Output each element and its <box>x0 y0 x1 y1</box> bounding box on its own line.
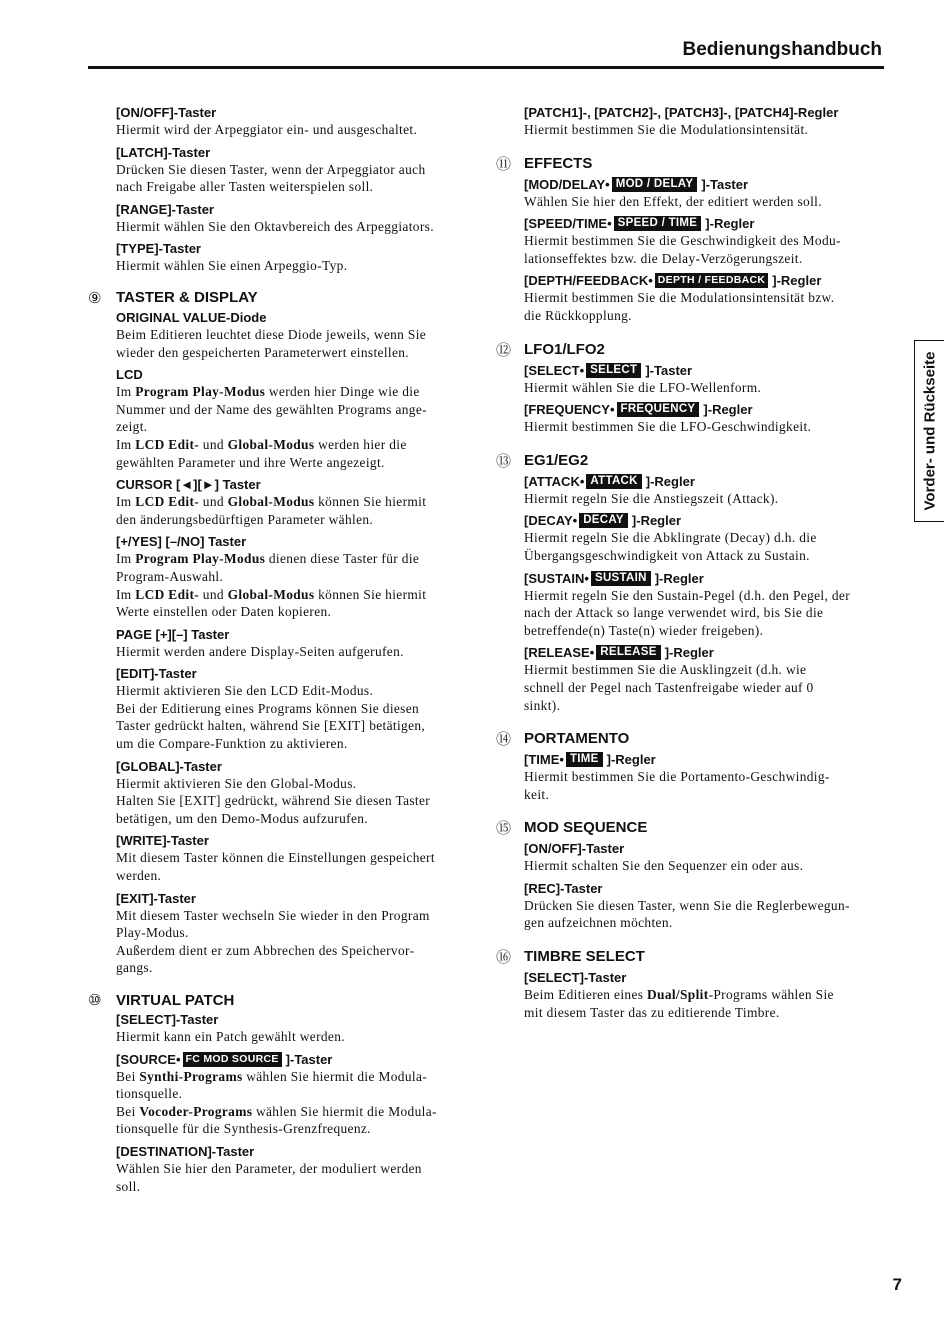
control-description: Hiermit kann ein Patch gewählt werden. <box>116 1029 345 1044</box>
section <box>496 728 886 803</box>
control-item <box>524 570 886 640</box>
control-name <box>116 1143 478 1160</box>
control-name <box>524 751 886 768</box>
control-name-text: [EDIT]-Taster <box>116 666 197 682</box>
shift-function-badge: DECAY <box>579 513 628 528</box>
side-tab-label: Vorder- und Rückseite <box>921 351 938 511</box>
side-tab <box>914 340 944 522</box>
section <box>88 289 478 977</box>
control-description: Hiermit aktivieren Sie den LCD Edit-Modus. Bei der Editierung eines Programs können Sie diesen Taster gedrückt halten, während Sie [EXIT] betätigen, um die Compare-Funktion zu aktivieren. <box>116 683 426 752</box>
control-name-text: [PATCH1]-, [PATCH2]-, [PATCH3]-, [PATCH4]-Regler <box>524 105 839 120</box>
control-name <box>116 533 478 550</box>
section <box>496 946 886 1021</box>
control-name-suffix: ]-Taster <box>285 1051 333 1067</box>
control-item <box>524 512 886 564</box>
control-description: Mit diesem Taster können die Einstellungen gespeichert werden. <box>116 850 435 884</box>
shift-function-badge: SELECT <box>586 363 641 378</box>
left-column <box>88 104 478 1209</box>
control-name <box>524 880 886 897</box>
control-name-suffix: ]-Taster <box>645 362 693 378</box>
control-name <box>116 201 478 218</box>
control-item <box>116 1143 478 1195</box>
control-name <box>524 644 886 661</box>
control-item <box>116 758 478 828</box>
section-number: ⑪ <box>496 154 512 173</box>
section-title: MOD SEQUENCE <box>524 819 648 837</box>
control-description: Beim Editieren leuchtet diese Diode jeweils, wenn Sie wieder den gespeicherten Parameterwert einstellen. <box>116 326 427 360</box>
control-item <box>524 104 886 139</box>
control-name-text: [ATTACK• <box>524 473 585 489</box>
control-item <box>524 969 886 1021</box>
control-description: Hiermit bestimmen Sie die Portamento-Geschwindig- keit. <box>524 769 830 802</box>
control-description: Im Program Play-Modus dienen diese Taster für die Program-Auswahl. Im LCD Edit- und Global-Modus können Sie hiermit Werte einstellen oder Daten kopieren. <box>116 551 427 620</box>
shift-function-badge: SPEED / TIME <box>614 216 702 231</box>
control-description: Bei Synthi-Programs wählen Sie hiermit die Modula- tionsquelle. Bei Vocoder-Programs wählen Sie hiermit die Modula- tionsquelle für die Synthesis-Grenzfrequenz. <box>116 1068 437 1137</box>
section-title: PORTAMENTO <box>524 730 630 748</box>
shift-function-badge: ATTACK <box>586 474 641 489</box>
shift-function-badge: SUSTAIN <box>591 571 651 586</box>
section <box>496 339 886 436</box>
control-name <box>116 1011 478 1028</box>
control-item <box>524 362 886 397</box>
control-description: Wählen Sie hier den Effekt, der editiert werden soll. <box>524 193 822 209</box>
control-name-text: [+/YES] [–/NO] Taster <box>116 534 247 550</box>
control-name-text: [SPEED/TIME• <box>524 216 612 232</box>
control-description: Hiermit bestimmen Sie die Modulationsintensität. <box>524 122 809 137</box>
section-number: ⑮ <box>496 819 512 838</box>
section-title: LFO1/LFO2 <box>524 340 605 358</box>
control-description: Hiermit wird der Arpeggiator ein- und ausgeschaltet. <box>116 122 418 137</box>
control-name-text: [DEPTH/FEEDBACK• <box>524 273 653 289</box>
control-item <box>524 644 886 714</box>
control-name <box>524 570 886 587</box>
section <box>88 991 478 1195</box>
section <box>496 104 886 139</box>
control-description: Hiermit wählen Sie den Oktavbereich des Arpeggiators. <box>116 218 434 234</box>
control-name-suffix: ]-Regler <box>772 273 822 289</box>
section-title: VIRTUAL PATCH <box>116 991 235 1009</box>
section-title: EG1/EG2 <box>524 451 589 469</box>
control-description: Beim Editieren eines Dual/Split-Programs wählen Sie mit diesem Taster das zu editierende Timbre. <box>524 987 834 1020</box>
control-description: Wählen Sie hier den Parameter, der moduliert werden soll. <box>116 1160 422 1194</box>
control-name <box>524 215 886 232</box>
control-item <box>116 240 478 275</box>
control-name <box>524 362 886 379</box>
control-description: Hiermit wählen Sie einen Arpeggio-Typ. <box>116 258 348 274</box>
control-name-suffix: ]-Regler <box>703 402 753 418</box>
shift-function-badge: FREQUENCY <box>617 402 700 417</box>
control-description: Hiermit aktivieren Sie den Global-Modus. Halten Sie [EXIT] gedrückt, während Sie diesen Taster betätigen, um den Demo-Modus aufzurufen. <box>116 775 431 826</box>
page-number: 7 <box>892 1275 902 1294</box>
control-item <box>116 309 478 361</box>
control-name-text: [DESTINATION]-Taster <box>116 1143 255 1159</box>
control-name <box>116 626 478 643</box>
control-name-text: [DECAY• <box>524 513 578 529</box>
control-name <box>116 665 478 682</box>
control-description: Im LCD Edit- und Global-Modus können Sie hiermit den änderungsbedürftigen Parameter wählen. <box>116 494 427 527</box>
control-description: Mit diesem Taster wechseln Sie wieder in den Program Play-Modus. Außerdem dient er zum Abbrechen des Speichervor- gangs. <box>116 907 430 976</box>
control-item <box>524 473 886 508</box>
control-name <box>116 240 478 257</box>
control-item <box>524 215 886 267</box>
control-name-text: ORIGINAL VALUE-Diode <box>116 309 267 325</box>
control-item <box>524 840 886 875</box>
control-name-text: [ON/OFF]-Taster <box>116 105 217 120</box>
control-name <box>116 104 478 121</box>
control-name <box>524 104 886 121</box>
control-item <box>116 665 478 752</box>
section-heading <box>496 153 886 174</box>
control-name-text: [RELEASE• <box>524 645 595 661</box>
control-item <box>116 890 478 977</box>
shift-function-badge: TIME <box>566 752 603 767</box>
control-name <box>524 969 886 986</box>
control-name-text: LCD <box>116 367 143 383</box>
control-name <box>524 401 886 418</box>
control-name-text: [SUSTAIN• <box>524 570 589 586</box>
section-heading <box>88 289 478 307</box>
control-name-text: [REC]-Taster <box>524 880 603 896</box>
control-name-text: [EXIT]-Taster <box>116 890 196 906</box>
control-description: Hiermit regeln Sie die Anstiegszeit (Attack). <box>524 490 779 506</box>
section-title: TIMBRE SELECT <box>524 948 645 966</box>
right-column <box>496 104 886 1035</box>
control-item <box>116 104 478 139</box>
section-title: EFFECTS <box>524 154 593 172</box>
control-item <box>116 366 478 471</box>
control-name <box>116 476 478 493</box>
control-name-text: [WRITE]-Taster <box>116 833 209 849</box>
control-name <box>116 144 478 161</box>
control-name-suffix: ]-Regler <box>645 473 695 489</box>
control-item <box>116 626 478 661</box>
control-description: Hiermit bestimmen Sie die LFO-Geschwindigkeit. <box>524 419 812 435</box>
control-item <box>524 176 886 211</box>
shift-function-badge: MOD / DELAY <box>612 177 698 192</box>
section <box>496 817 886 932</box>
header-rule <box>88 66 884 69</box>
control-name-text: PAGE [+][–] Taster <box>116 626 230 642</box>
control-name-text: [SELECT]-Taster <box>524 970 627 986</box>
control-item <box>116 476 478 528</box>
header-title: Bedienungshandbuch <box>682 39 882 60</box>
section-number: ⑨ <box>88 288 102 307</box>
control-name-suffix: ]-Regler <box>705 216 755 232</box>
section-heading <box>496 728 886 749</box>
section-heading <box>496 946 886 967</box>
control-description: Hiermit schalten Sie den Sequenzer ein oder aus. <box>524 858 804 874</box>
control-description: Hiermit werden andere Display-Seiten aufgerufen. <box>116 643 404 659</box>
section-title: TASTER & DISPLAY <box>116 289 258 307</box>
control-item <box>116 201 478 236</box>
control-item <box>524 880 886 932</box>
control-name-text: [FREQUENCY• <box>524 402 615 418</box>
section-number: ⑩ <box>88 991 102 1009</box>
control-name <box>116 832 478 849</box>
section-number: ⑭ <box>496 730 512 749</box>
control-name-suffix: ]-Regler <box>664 645 714 661</box>
control-name <box>116 309 478 326</box>
control-item <box>116 832 478 884</box>
control-name-suffix: ]-Regler <box>654 570 704 586</box>
section-heading <box>88 991 478 1009</box>
shift-function-badge: FC MOD SOURCE <box>183 1052 282 1067</box>
control-name <box>524 512 886 529</box>
section-number: ⑫ <box>496 340 512 359</box>
control-name <box>116 366 478 383</box>
control-name-text: [SELECT• <box>524 362 585 378</box>
control-item <box>524 401 886 436</box>
control-name-suffix: ]-Regler <box>631 513 682 529</box>
control-name-text: [TYPE]-Taster <box>116 241 201 257</box>
control-name-text: [SELECT]-Taster <box>116 1012 219 1027</box>
control-name-text: CURSOR [◄][►] Taster <box>116 477 261 493</box>
control-description: Hiermit wählen Sie die LFO-Wellenform. <box>524 379 762 395</box>
section <box>496 450 886 714</box>
control-item <box>116 533 478 620</box>
control-item <box>524 272 886 324</box>
control-description: Drücken Sie diesen Taster, wenn der Arpeggiator auch nach Freigabe aller Tasten weiterspielen soll. <box>116 161 426 195</box>
control-name-text: [LATCH]-Taster <box>116 144 211 160</box>
control-name <box>116 890 478 907</box>
section <box>496 153 886 325</box>
control-name-text: [TIME• <box>524 752 564 768</box>
section-heading <box>496 450 886 471</box>
control-name <box>524 840 886 857</box>
control-name <box>116 1051 478 1068</box>
shift-function-badge: RELEASE <box>596 645 660 660</box>
control-name-text: [RANGE]-Taster <box>116 201 214 217</box>
control-item <box>116 1011 478 1046</box>
control-name-suffix: ]-Regler <box>606 752 656 768</box>
control-name-suffix: ]-Taster <box>701 176 749 192</box>
control-description: Hiermit bestimmen Sie die Ausklingzeit (d.h. wie schnell der Pegel nach Tastenfreigabe wieder auf 0 sinkt). <box>524 662 814 713</box>
control-description: Drücken Sie diesen Taster, wenn Sie die Reglerbewegun- gen aufzeichnen möchten. <box>524 897 850 931</box>
control-name-text: [MOD/DELAY• <box>524 176 610 192</box>
shift-function-badge: DEPTH / FEEDBACK <box>655 273 768 288</box>
section <box>88 104 478 275</box>
control-item <box>116 1051 478 1138</box>
section-number: ⑬ <box>496 451 512 470</box>
section-heading <box>496 339 886 360</box>
control-name <box>116 758 478 775</box>
control-name-text: [GLOBAL]-Taster <box>116 758 222 774</box>
control-name <box>524 176 886 193</box>
control-name <box>524 473 886 490</box>
control-name-text: [SOURCE• <box>116 1051 181 1067</box>
section-heading <box>496 817 886 838</box>
control-name <box>524 272 886 289</box>
control-description: Hiermit bestimmen Sie die Geschwindigkeit des Modu- lationseffektes bzw. die Delay-Verzögerungszeit. <box>524 233 841 266</box>
control-description: Im Program Play-Modus werden hier Dinge wie die Nummer und der Name des gewählten Programs ange- zeigt. Im LCD Edit- und Global-Modus werden hier die gewählten Parameter und ihre Werte angezeigt. <box>116 384 427 470</box>
control-item <box>524 751 886 803</box>
control-item <box>116 144 478 196</box>
control-name-text: [ON/OFF]-Taster <box>524 841 625 857</box>
control-description: Hiermit bestimmen Sie die Modulationsintensität bzw. die Rückkopplung. <box>524 290 835 323</box>
control-description: Hiermit regeln Sie die Abklingrate (Decay) d.h. die Übergangsgeschwindigkeit von Attack zu Sustain. <box>524 530 817 563</box>
section-number: ⑯ <box>496 948 512 967</box>
control-description: Hiermit regeln Sie den Sustain-Pegel (d.h. den Pegel, der nach der Attack so lange verwendet wird, bis Sie die betreffende(n) Taste(n) wieder freigeben). <box>524 587 850 638</box>
